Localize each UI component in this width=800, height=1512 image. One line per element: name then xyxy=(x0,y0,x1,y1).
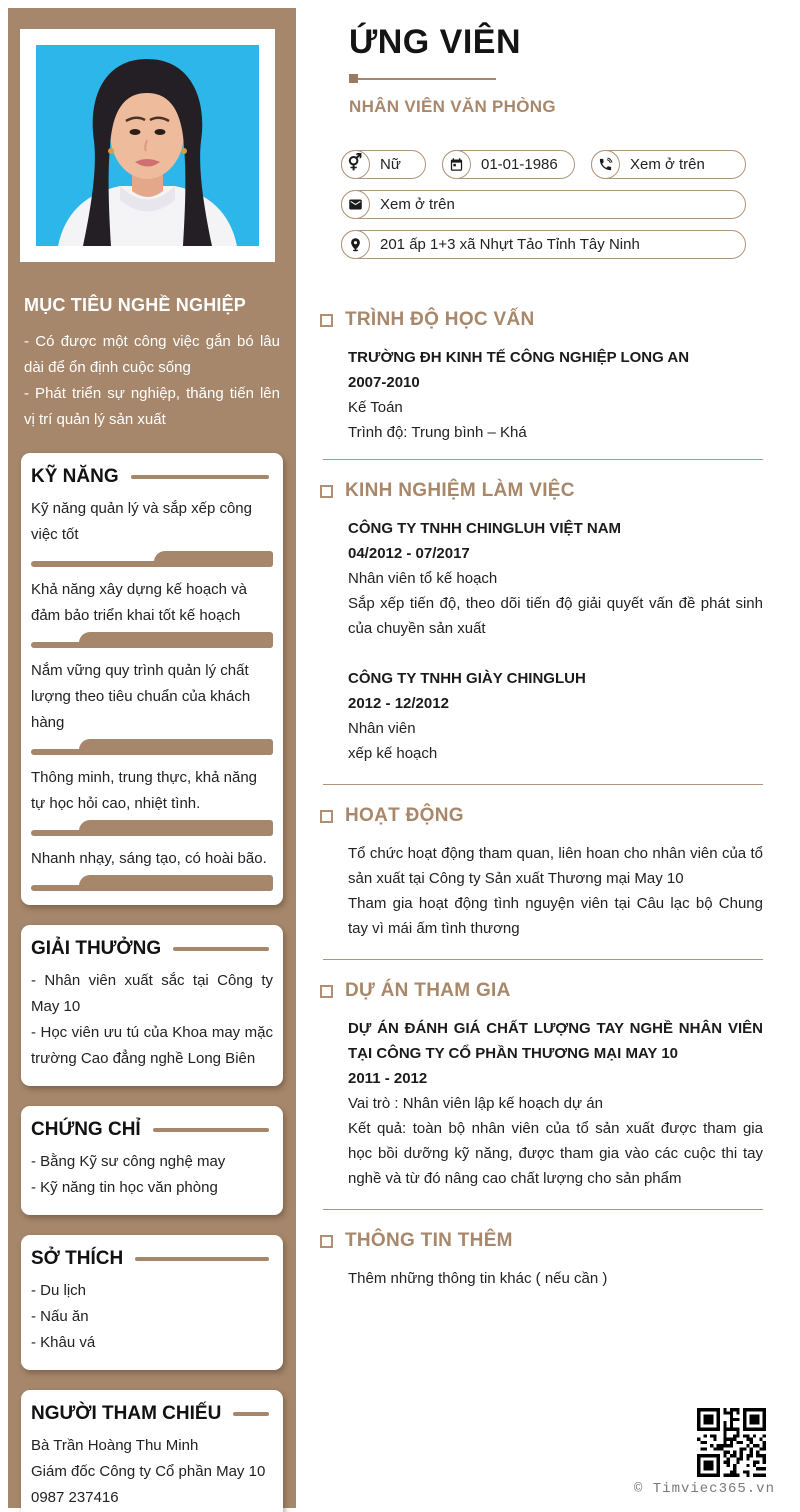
job-description: xếp kế hoạch xyxy=(348,745,438,762)
reference-position: Giám đốc Công ty Cổ phần May 10 xyxy=(31,1463,266,1480)
section-divider xyxy=(323,959,763,960)
address-pill xyxy=(341,230,746,259)
education-title: TRÌNH ĐỘ HỌC VẤN xyxy=(345,309,535,330)
address-value: 201 ấp 1+3 xã Nhựt Tảo Tỉnh Tây Ninh xyxy=(380,236,640,253)
experience-title: KINH NGHIỆM LÀM VIỆC xyxy=(345,480,575,501)
skill-item: Nhanh nhạy, sáng tạo, có hoài bão. xyxy=(31,846,273,891)
experience-section xyxy=(296,480,800,785)
job-role: Nhân viên xyxy=(348,720,416,737)
education-grade: Trình độ: Trung bình – Khá xyxy=(348,424,527,441)
job-title: NHÂN VIÊN VĂN PHÒNG xyxy=(349,97,556,116)
reference-phone: 0987 237416 xyxy=(31,1489,119,1506)
projects-title: DỰ ÁN THAM GIA xyxy=(345,980,511,1001)
section-bullet-icon xyxy=(320,314,333,327)
calendar-icon xyxy=(442,150,471,179)
experience-job xyxy=(348,516,763,641)
skill-bar xyxy=(31,875,273,891)
birthday-value: 01-01-1986 xyxy=(481,156,558,173)
awards-title: GIẢI THƯỞNG xyxy=(31,938,162,959)
email-value: Xem ở trên xyxy=(380,196,455,213)
sidebar xyxy=(8,8,296,1508)
education-school: TRƯỜNG ĐH KINH TẾ CÔNG NGHIỆP LONG AN xyxy=(348,349,690,366)
section-bullet-icon xyxy=(320,485,333,498)
objective-line: - Phát triển sự nghiệp, thăng tiến lên vị trí quản lý sản xuất xyxy=(24,385,280,428)
phone-icon xyxy=(591,150,620,179)
hobby-item: - Nấu ăn xyxy=(31,1308,89,1325)
section-bullet-icon xyxy=(320,810,333,823)
title-rule xyxy=(135,1257,269,1261)
job-description: Sắp xếp tiến độ, theo dõi tiến độ giải quyết vấn đề phát sinh của chuyền sản xuất xyxy=(348,595,763,637)
project-period: 2011 - 2012 xyxy=(348,1070,428,1087)
hobbies-title: SỞ THÍCH xyxy=(31,1248,124,1269)
skill-item: Nắm vững quy trình quản lý chất lượng theo tiêu chuẩn của khách hàng xyxy=(31,658,273,755)
certificates-title: CHỨNG CHỈ xyxy=(31,1119,141,1140)
candidate-name: ỨNG VIÊN xyxy=(349,23,522,61)
section-divider xyxy=(323,459,763,460)
hobby-item: - Du lịch xyxy=(31,1282,87,1299)
main-content xyxy=(296,0,800,1291)
skill-bar xyxy=(31,739,273,755)
birthday-pill xyxy=(442,150,575,179)
title-rule xyxy=(173,947,269,951)
project-name: DỰ ÁN ĐÁNH GIÁ CHẤT LƯỢNG TAY NGHỀ NHÂN VIÊN TẠI CÔNG TY CỔ PHẦN THƯƠNG MẠI MAY 10 xyxy=(348,1020,763,1062)
hobby-item: - Khâu vá xyxy=(31,1334,96,1351)
gender-value: Nữ xyxy=(380,156,401,173)
projects-section xyxy=(296,980,800,1210)
title-rule xyxy=(153,1128,269,1132)
skill-item: Thông minh, trung thực, khả năng tự học hỏi cao, nhiệt tình. xyxy=(31,765,273,836)
reference-card xyxy=(21,1390,283,1512)
watermark: © Timviec365.vn xyxy=(633,1481,775,1497)
award-item: - Nhân viên xuất sắc tại Công ty May 10 xyxy=(31,972,273,1015)
gender-pill xyxy=(341,150,426,179)
skill-bar xyxy=(31,820,273,836)
title-rule xyxy=(233,1412,269,1416)
certificates-card xyxy=(21,1106,283,1215)
phone-pill xyxy=(591,150,746,179)
location-pin-icon xyxy=(341,230,370,259)
email-pill xyxy=(341,190,746,219)
job-company: CÔNG TY TNHH CHINGLUH VIỆT NAM xyxy=(348,520,622,537)
certificate-item: - Kỹ năng tin học văn phòng xyxy=(31,1179,218,1196)
qr-code xyxy=(697,1408,766,1477)
section-divider xyxy=(323,1209,763,1210)
section-bullet-icon xyxy=(320,985,333,998)
hobbies-card xyxy=(21,1235,283,1370)
certificate-item: - Bằng Kỹ sư công nghệ may xyxy=(31,1153,226,1170)
job-period: 04/2012 - 07/2017 xyxy=(348,545,470,562)
phone-value: Xem ở trên xyxy=(630,156,705,173)
activities-title: HOẠT ĐỘNG xyxy=(345,805,464,826)
reference-name: Bà Trần Hoàng Thu Minh xyxy=(31,1437,199,1454)
awards-card xyxy=(21,925,283,1086)
reference-title: NGƯỜI THAM CHIẾU xyxy=(31,1403,222,1424)
job-company: CÔNG TY TNHH GIÀY CHINGLUH xyxy=(348,670,586,687)
skills-card xyxy=(21,453,283,905)
skill-item: Kỹ năng quản lý và sắp xếp công việc tốt xyxy=(31,496,273,567)
skill-item: Khả năng xây dựng kế hoạch và đảm bảo triển khai tốt kế hoạch xyxy=(31,577,273,648)
education-major: Kế Toán xyxy=(348,399,403,416)
envelope-icon xyxy=(341,190,370,219)
profile-photo xyxy=(36,45,259,246)
project-result: Kết quả: toàn bộ nhân viên của tổ sản xuất được tham gia học bồi dưỡng kỹ năng, được tham gia vào các cuộc thi tay nghề và từ đó nâng cao chất lượng cho sản phẩm xyxy=(348,1120,763,1187)
skills-title: KỸ NĂNG xyxy=(31,466,119,487)
job-role: Nhân viên tổ kế hoạch xyxy=(348,570,498,587)
activity-item: Tham gia hoạt động tình nguyện viên tại Câu lạc bộ Chung tay vì mái ấm tình thương xyxy=(348,895,763,937)
experience-job xyxy=(348,666,763,766)
name-underline xyxy=(349,74,800,83)
additional-info-section xyxy=(296,1230,800,1291)
education-section xyxy=(296,309,800,460)
job-period: 2012 - 12/2012 xyxy=(348,695,449,712)
award-item: - Học viên ưu tú của Khoa may mặc trường Cao đẳng nghề Long Biên xyxy=(31,1024,273,1067)
project-role: Vai trò : Nhân viên lập kế hoạch dự án xyxy=(348,1095,603,1112)
objective-title: MỤC TIÊU NGHỀ NGHIỆP xyxy=(24,295,247,315)
skill-bar xyxy=(31,551,273,567)
education-years: 2007-2010 xyxy=(348,374,420,391)
activities-section xyxy=(296,805,800,960)
gender-icon: ⚥ xyxy=(341,150,370,179)
skill-bar xyxy=(31,632,273,648)
section-bullet-icon xyxy=(320,1235,333,1248)
activity-item: Tổ chức hoạt động tham quan, liên hoan cho nhân viên của tổ sản xuất tại Công ty Sản xuất Thương mại May 10 xyxy=(348,845,763,887)
contact-pills xyxy=(341,150,746,259)
section-divider xyxy=(323,784,763,785)
objective-section xyxy=(24,295,280,433)
profile-photo-frame xyxy=(20,29,275,262)
objective-line: - Có được một công việc gắn bó lâu dài để ổn định cuộc sống xyxy=(24,333,280,376)
additional-info-note: Thêm những thông tin khác ( nếu cần ) xyxy=(348,1270,608,1287)
additional-info-title: THÔNG TIN THÊM xyxy=(345,1230,513,1251)
title-rule xyxy=(131,475,269,479)
